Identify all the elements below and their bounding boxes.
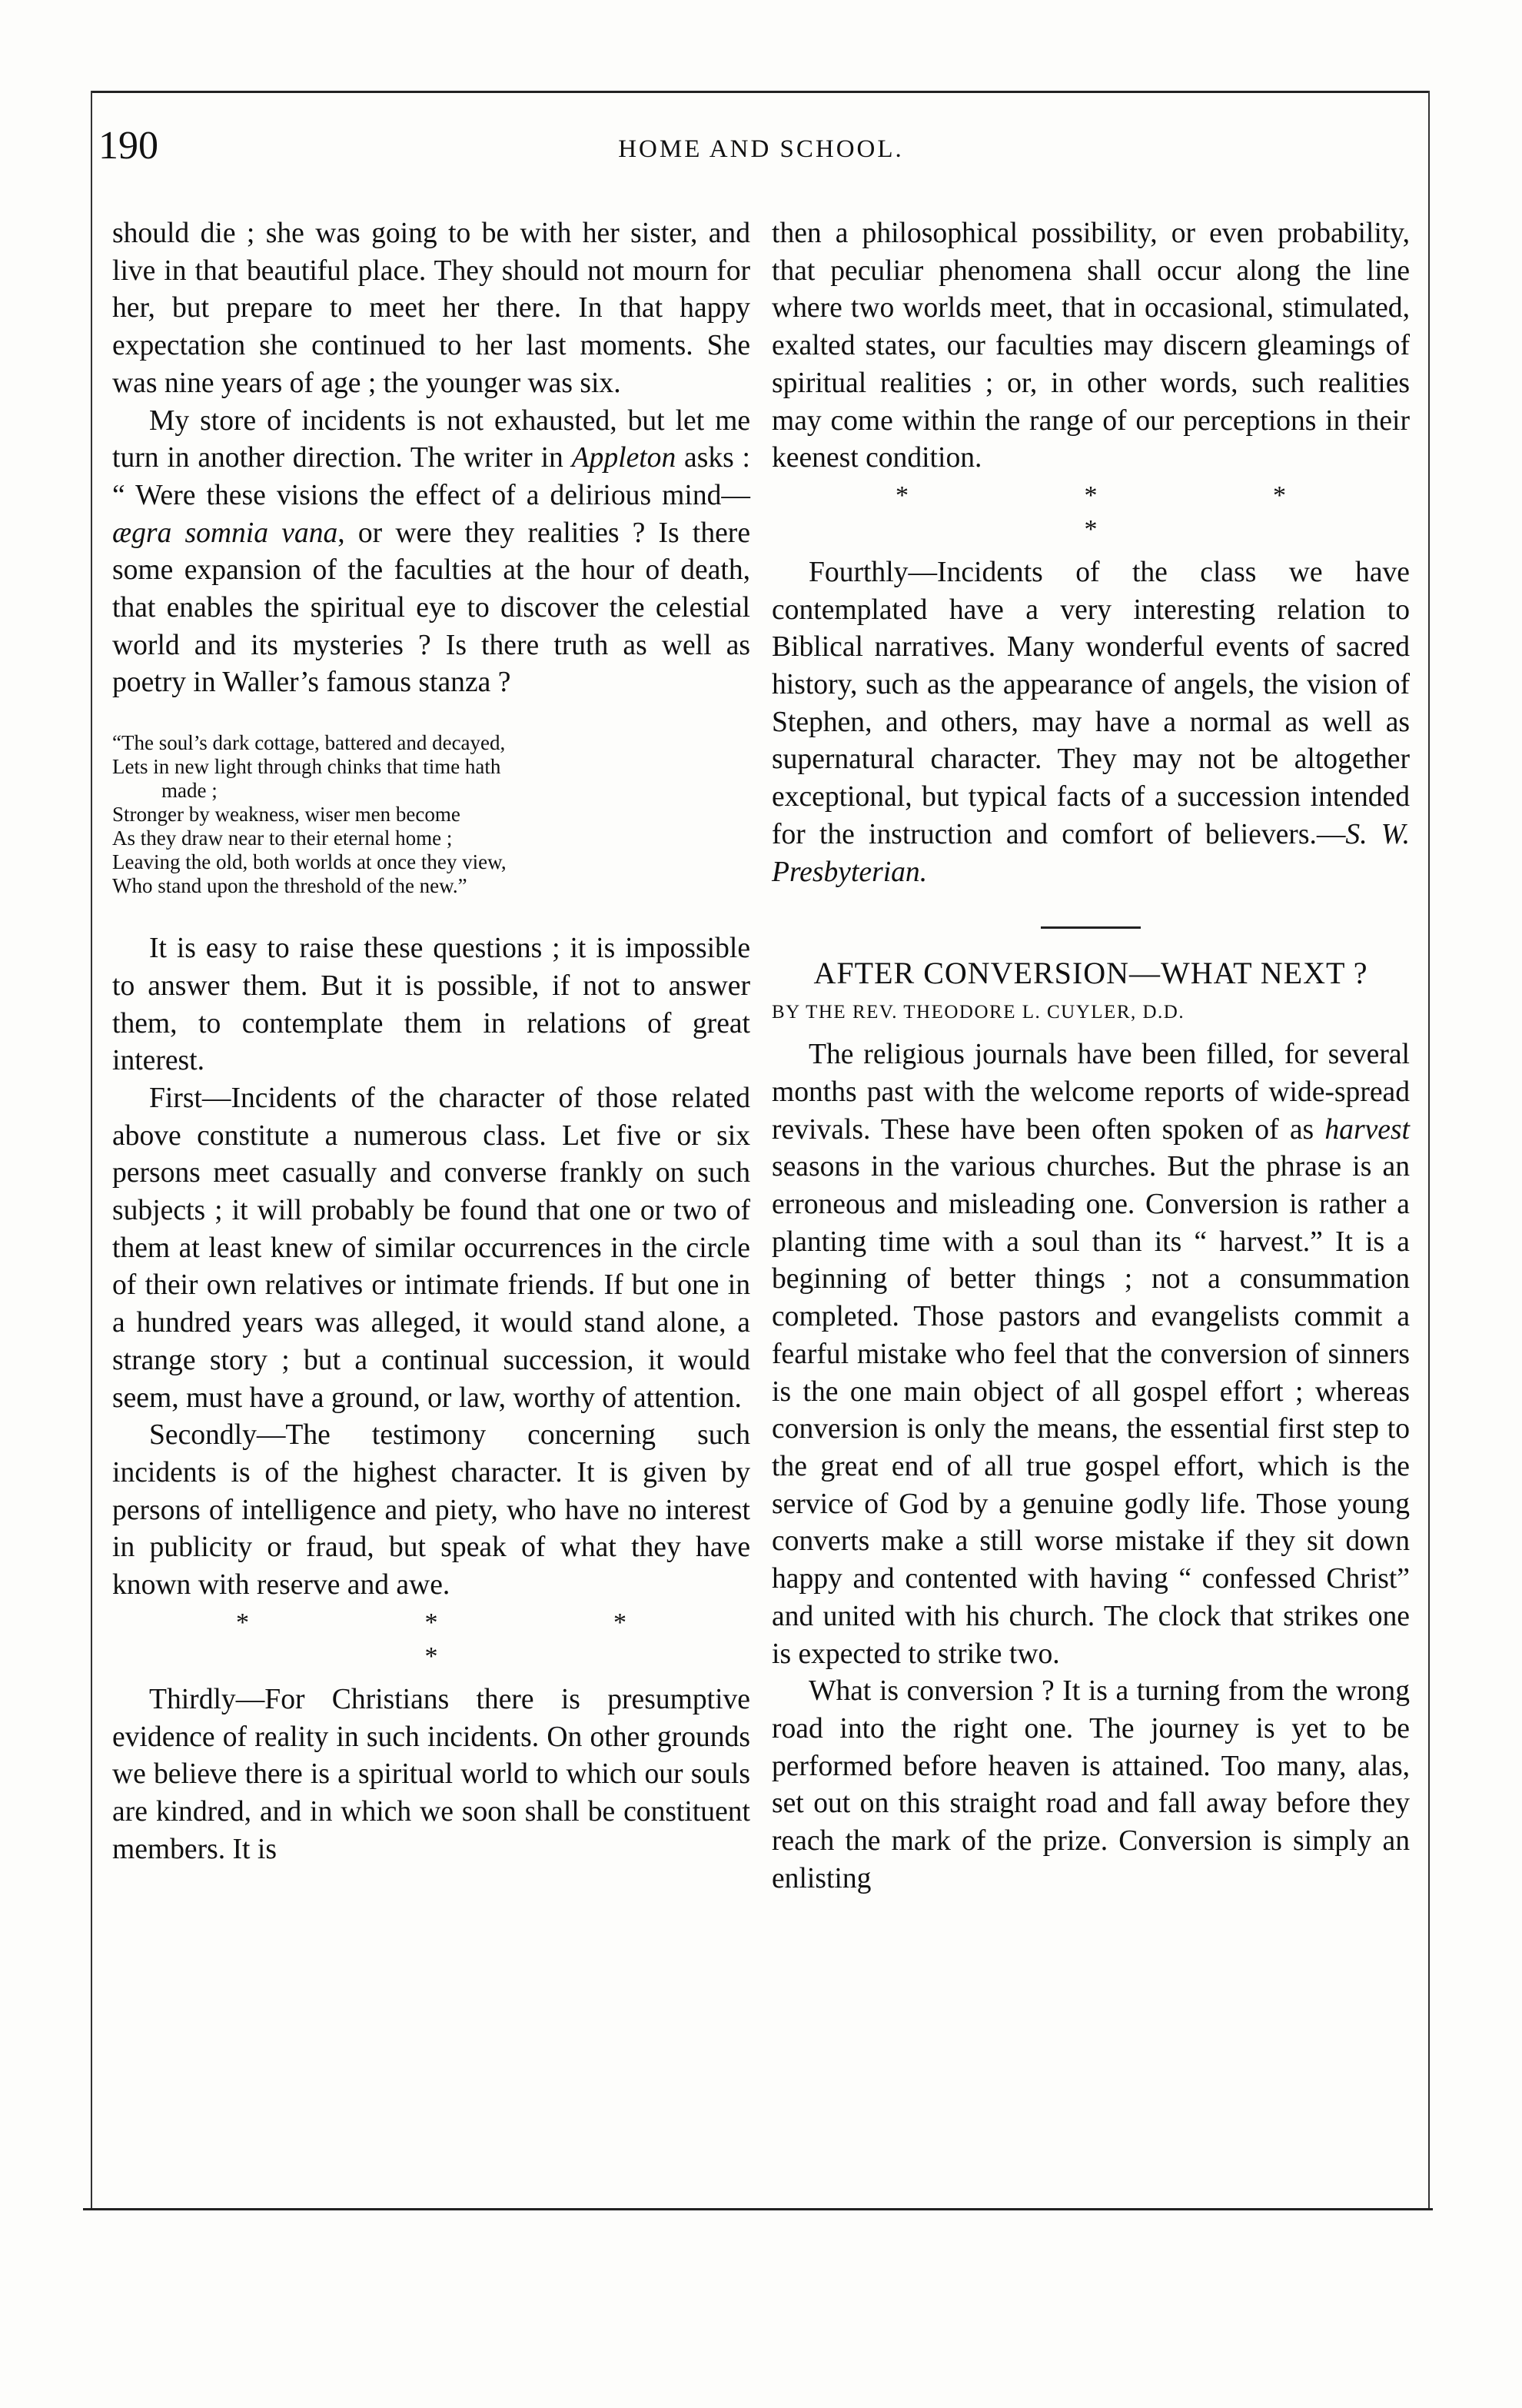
section-break-stars: * * * * [896, 481, 1371, 544]
article-title: AFTER CONVERSION—WHAT NEXT ? [813, 956, 1368, 991]
frame-bottom-rule [83, 2208, 1433, 2210]
source-attribution: S. W. Presbyterian. [772, 818, 1410, 888]
page-number: 190 [98, 124, 158, 168]
italic-word: harvest [1324, 1113, 1410, 1146]
frame-top-rule [91, 91, 1430, 93]
verse-line: Who stand upon the threshold of the new.” [112, 874, 467, 898]
verse-line: made ; [161, 779, 218, 803]
paragraph: Secondly—The testimony concerning such incidents is of the highest character. It is given by persons of intelligence and piety, who have no interest in publicity or fraud, but speak of what they have known with reserve and awe. [112, 1419, 750, 1601]
section-divider [1041, 926, 1141, 929]
latin-phrase: ægra somnia vana [112, 517, 338, 549]
frame-right-rule [1428, 91, 1430, 2210]
italic-source: Appleton [571, 442, 676, 474]
verse-line: Lets in new light through chinks that time hath [112, 755, 501, 779]
verse-quotation [112, 731, 750, 898]
paragraph: It is easy to raise these questions ; it is impossible to answer them. But it is possible, if not to answer them, to contemplate them in relations of great interest. [112, 933, 750, 1077]
running-head: HOME AND SCHOOL. [618, 135, 904, 163]
paragraph: should die ; she was going to be with her sister, and live in that beautiful place. They should not mourn for her, but prepare to meet her there. In that happy expectation she continued to her last moments. She was nine years of age ; the younger was six. [112, 218, 750, 399]
section-break-stars: * * * * [236, 1608, 711, 1671]
paragraph: First—Incidents of the character of those related above constitute a numerous class. Let five or six persons meet casually and converse frankly on such subjects ; it will probably be found that one or two of them at least knew of similar occurrences in the circle of their own relatives or intimate friends. If but one in a hundred years was alleged, it would stand alone, a strange story ; but a continual succession, it would seem, must have a ground, or law, worthy of attention. [112, 1082, 750, 1414]
frame-left-rule [91, 91, 92, 2210]
left-column [112, 215, 750, 1868]
paragraph: Fourthly—Incidents of the class we have contemplated have a very interesting relation to Biblical narratives. Many wonderful events of sacred history, such as the appearance of angels, the vision of Stephen, and others, may have a normal as well as supernatural character. They may not be altogether exceptional, but typical facts of a succession intended for the instruction and comfort of believers.—S. W. Presbyterian. [772, 556, 1410, 888]
paragraph: Thirdly—For Christians there is presumptive evidence of reality in such incidents. On other grounds we believe there is a spiritual world to which our souls are kindred, and in which we soon shall be constituent members. It is [112, 1683, 750, 1865]
paragraph: My store of incidents is not exhausted, but let me turn in another direction. The writer in Appleton asks : “ Were these visions the effect of a delirious mind—ægra somnia vana, or were they realities ? Is there some expansion of the faculties at the hour of death, that enables the spiritual eye to discover the celestial world and its mysteries ? Is there truth as well as poetry in Waller’s famous stanza ? [112, 404, 750, 699]
paragraph: What is conversion ? It is a turning from the wrong road into the right one. The journey is yet to be performed before heaven is attained. Too many, alas, set out on this straight road and fall away before they reach the mark of the prize. Conversion is simply an enlisting [772, 1675, 1410, 1894]
paragraph: The religious journals have been filled, for several months past with the welcome reports of wide-spread revivals. These have been often spoken of as harvest seasons in the various churches. But the phrase is an erroneous and misleading one. Conversion is rather a planting time with a soul than its “ harvest.” It is a beginning of better things ; not a consummation completed. Those pastors and evangelists commit a fearful mistake who feel that the conversion of sinners is the one main object of all gospel effort ; whereas conversion is only the means, the essential first step to the great end of all true gospel effort, which is the service of God by a genuine godly life. Those young converts make a still worse mistake if they sit down happy and contented with having “ confessed Christ” and united with his church. The clock that strikes one is expected to strike two. [772, 1039, 1410, 1670]
verse-line: “The soul’s dark cottage, battered and decayed, [112, 731, 506, 755]
verse-line: As they draw near to their eternal home ; [112, 827, 453, 850]
article-byline: BY THE REV. THEODORE L. CUYLER, D.D. [772, 1002, 1185, 1023]
paragraph: then a philosophical possibility, or even probability, that peculiar phenomena shall occur along the line where two worlds meet, that in occasional, stimulated, exalted states, our faculties may discern gleamings of spiritual realities ; or, in other words, such realities may come within the range of our perceptions in their keenest condition. [772, 218, 1410, 474]
verse-line: Leaving the old, both worlds at once they view, [112, 850, 507, 874]
verse-line: Stronger by weakness, wiser men become [112, 803, 460, 827]
right-column [772, 215, 1410, 1897]
